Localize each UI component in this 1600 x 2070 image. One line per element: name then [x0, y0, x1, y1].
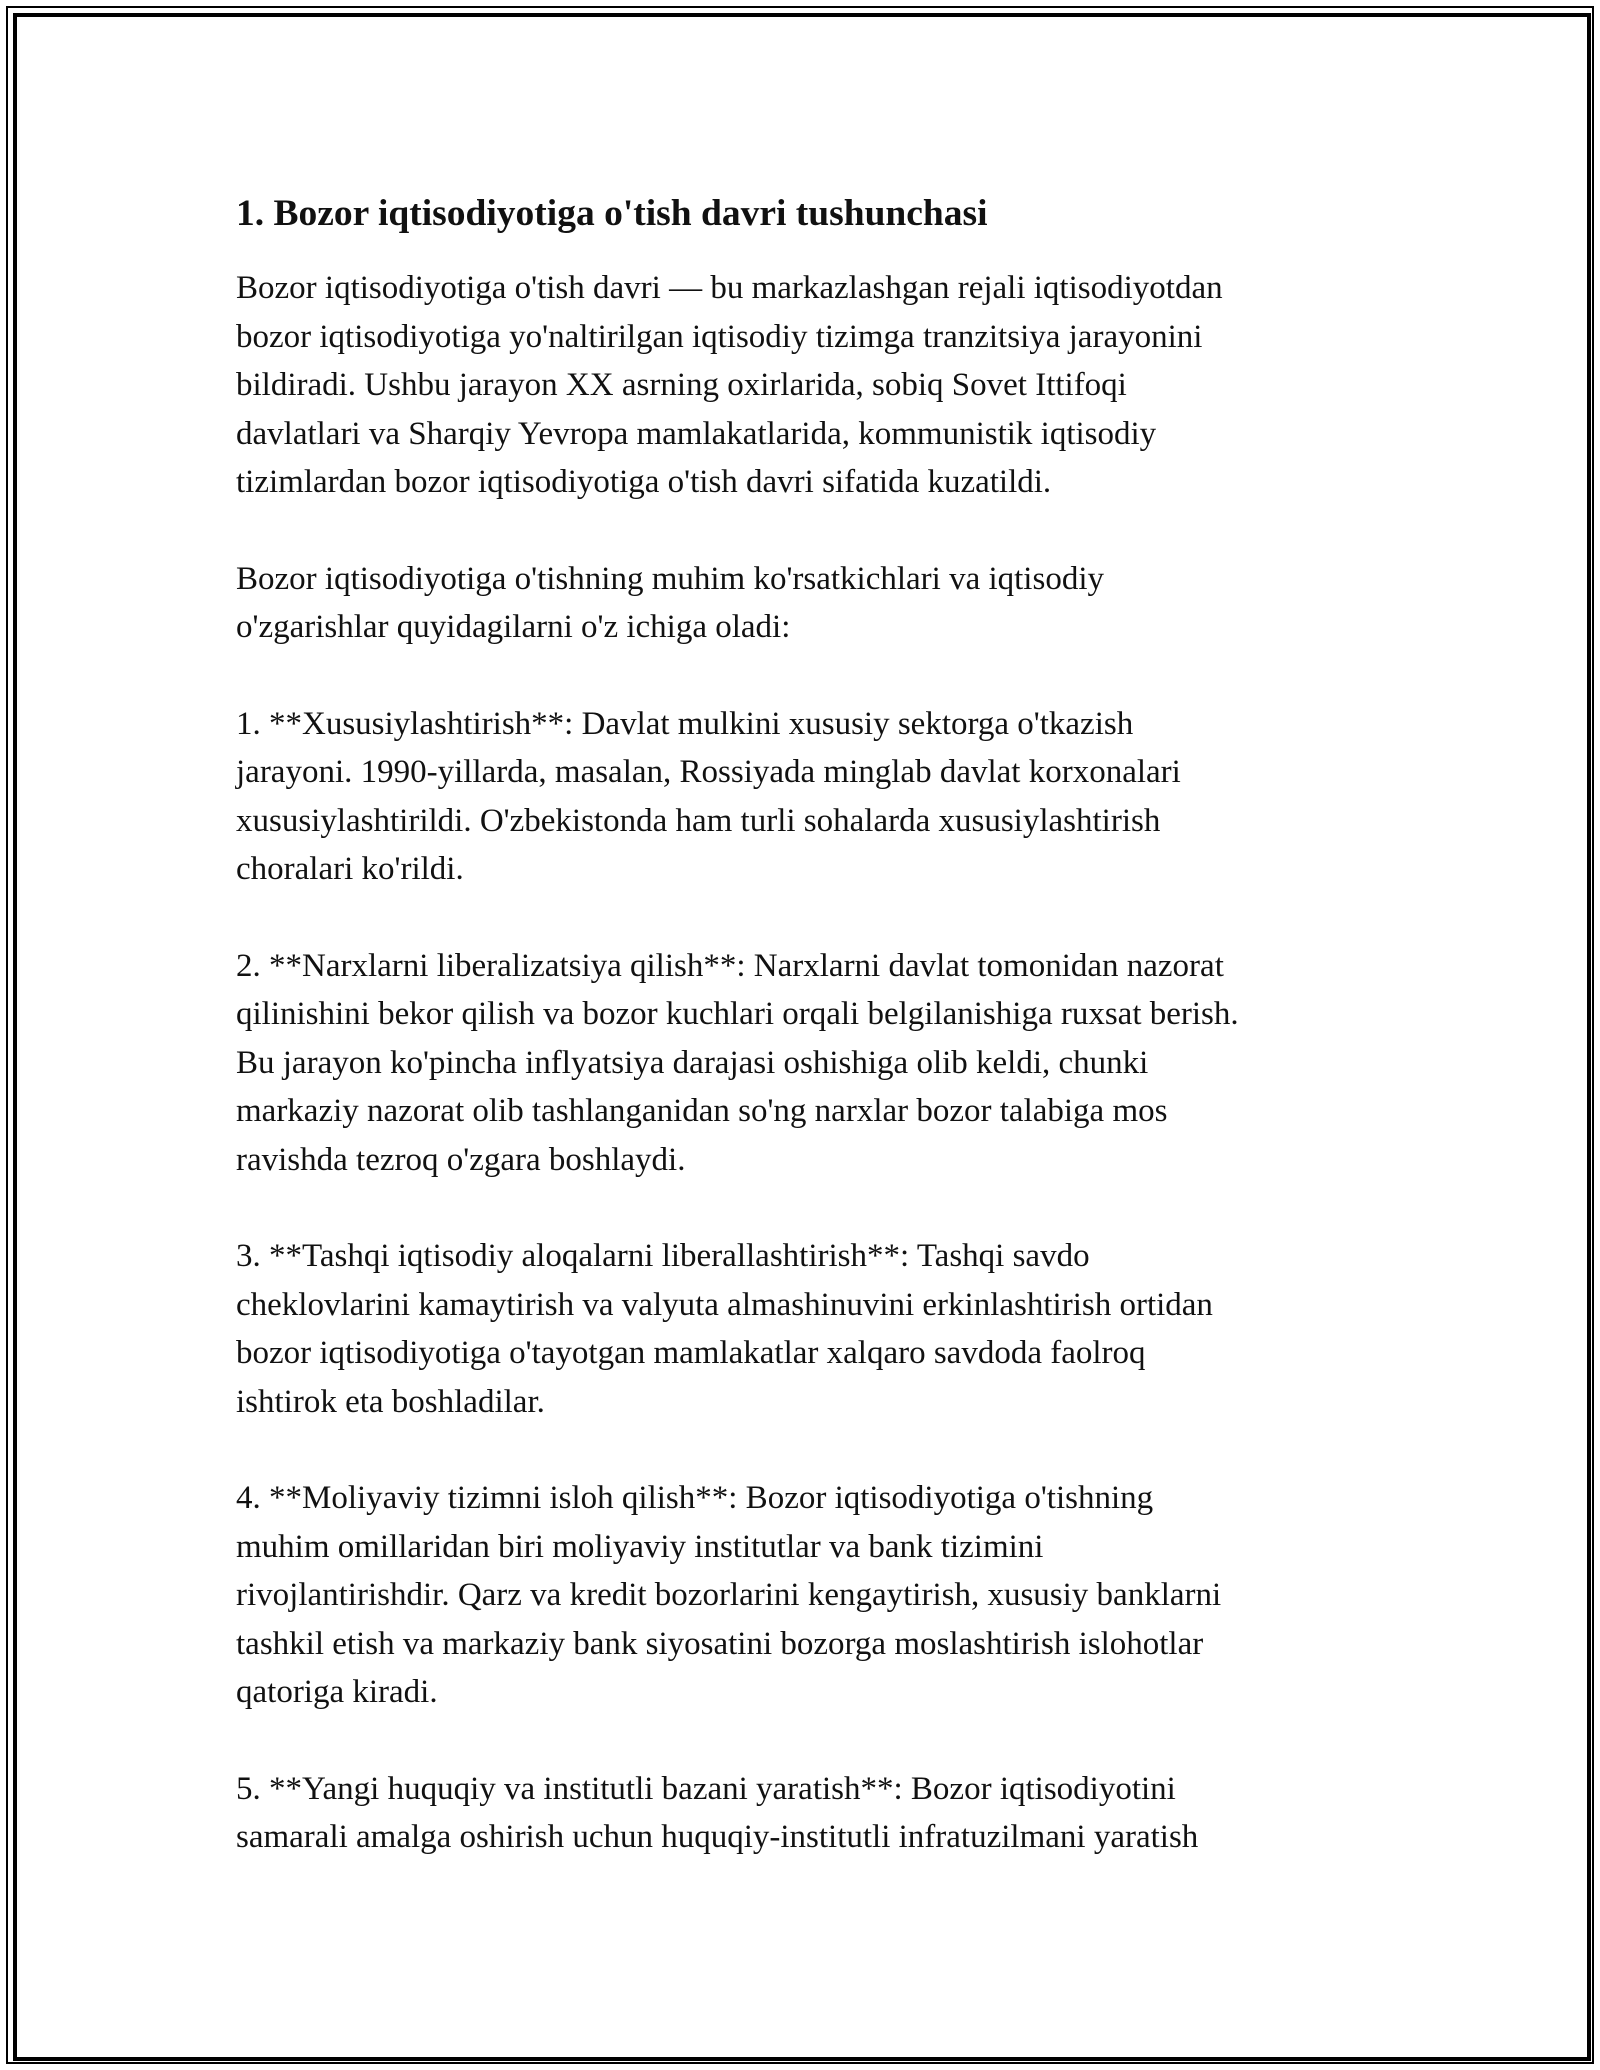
section-heading: 1. Bozor iqtisodiyotiga o'tish davri tushunchasi — [236, 193, 988, 234]
text-line: tashkil etish va markaziy bank siyosatini bozorga moslashtirish islohotlar — [236, 1625, 1204, 1662]
text-line: cheklovlarini kamaytirish va valyuta almashinuvini erkinlashtirish ortidan — [236, 1286, 1213, 1323]
text-line: 2. **Narxlarni liberalizatsiya qilish**: Narxlarni davlat tomonidan nazorat — [236, 947, 1224, 984]
text-line: bildiradi. Ushbu jarayon XX asrning oxirlarida, sobiq Sovet Ittifoqi — [236, 367, 1127, 403]
text-line: xususiylashtirildi. O'zbekistonda ham turli sohalarda xususiylashtirish — [236, 802, 1161, 839]
paragraph — [236, 1232, 1366, 1426]
text-line: rivojlantirishdir. Qarz va kredit bozorlarini kengaytirish, xususiy banklarni — [236, 1577, 1222, 1613]
text-line: Bu jarayon ko'pincha inflyatsiya darajasi oshishiga olib keldi, chunki — [236, 1044, 1149, 1081]
paragraph — [236, 942, 1366, 1185]
text-line: qatoriga kiradi. — [236, 1674, 438, 1710]
text-line: 3. **Tashqi iqtisodiy aloqalarni liberallashtirish**: Tashqi savdo — [236, 1238, 1090, 1274]
document-body — [236, 186, 1366, 1910]
paragraph — [236, 1474, 1366, 1717]
text-line: bozor iqtisodiyotiga yo'naltirilgan iqtisodiy tizimga tranzitsiya jarayonini — [236, 318, 1203, 355]
paragraph — [236, 1765, 1366, 1862]
text-line: muhim omillaridan biri moliyaviy institutlar va bank tizimini — [236, 1528, 1044, 1565]
text-line: ravishda tezroq o'zgara boshlaydi. — [236, 1141, 686, 1178]
text-line: Bozor iqtisodiyotiga o'tish davri — bu markazlashgan rejali iqtisodiyotdan — [236, 270, 1223, 306]
text-line: qilinishini bekor qilish va bozor kuchlari orqali belgilanishiga ruxsat berish. — [236, 996, 1239, 1032]
paragraph — [236, 700, 1366, 894]
text-line: choralari ko'rildi. — [236, 851, 464, 887]
text-line: bozor iqtisodiyotiga o'tayotgan mamlakatlar xalqaro savdoda faolroq — [236, 1335, 1146, 1371]
text-line: tizimlardan bozor iqtisodiyotiga o'tish davri sifatida kuzatildi. — [236, 464, 1052, 500]
text-line: ishtirok eta boshladilar. — [236, 1383, 545, 1420]
text-line: Bozor iqtisodiyotiga o'tishning muhim ko'rsatkichlari va iqtisodiy — [236, 560, 1104, 597]
text-line: 1. **Xususiylashtirish**: Davlat mulkini xususiy sektorga o'tkazish — [236, 705, 1134, 742]
paragraph — [236, 264, 1366, 507]
paragraph-list — [236, 264, 1366, 1862]
text-line: 5. **Yangi huquqiy va institutli bazani yaratish**: Bozor iqtisodiyotini — [236, 1770, 1176, 1807]
text-line: jarayoni. 1990-yillarda, masalan, Rossiyada minglab davlat korxonalari — [236, 754, 1181, 790]
text-line: davlatlari va Sharqiy Yevropa mamlakatlarida, kommunistik iqtisodiy — [236, 415, 1157, 452]
paragraph — [236, 555, 1366, 652]
text-line: o'zgarishlar quyidagilarni o'z ichiga oladi: — [236, 609, 791, 645]
text-line: markaziy nazorat olib tashlanganidan so'ng narxlar bozor talabiga mos — [236, 1093, 1168, 1129]
text-line: 4. **Moliyaviy tizimni isloh qilish**: Bozor iqtisodiyotiga o'tishning — [236, 1480, 1154, 1516]
text-line: samarali amalga oshirish uchun huquqiy-institutli infratuzilmani yaratish — [236, 1819, 1199, 1855]
